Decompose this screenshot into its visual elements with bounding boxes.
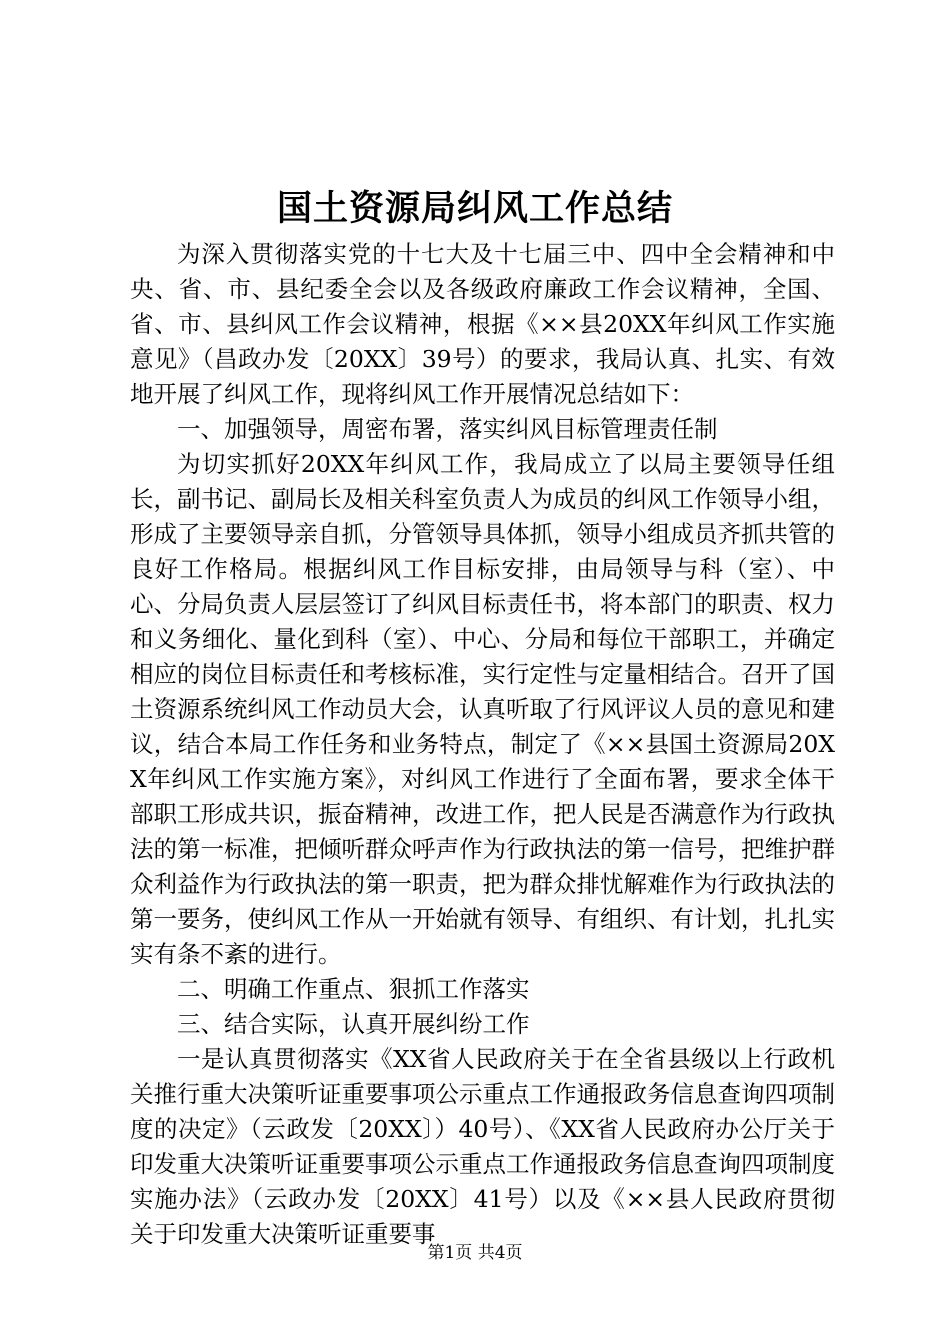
- document-body: [130, 237, 835, 1252]
- section-3-paragraph: 一是认真贯彻落实《XX省人民政府关于在全省县级以上行政机关推行重大决策听证重要事项公示重点工作通报政务信息查询四项制度的决定》（云政发〔20XX〕）40号）、《XX省人民政府办公厅关于印发重大决策听证重要事项公示重点工作通报政务信息查询四项制度实施办法》（云政办发〔20XX〕41号）以及《××县人民政府贯彻关于印发重大决策听证重要事: [130, 1045, 835, 1248]
- intro-paragraph: 为深入贯彻落实党的十七大及十七届三中、四中全会精神和中央、省、市、县纪委全会以及各级政府廉政工作会议精神，全国、省、市、县纠风工作会议精神，根据《××县20XX年纠风工作实施意见》（昌政办发〔20XX〕39号）的要求，我局认真、扎实、有效地开展了纠风工作，现将纠风工作开展情况总结如下：: [130, 240, 835, 408]
- section-1-paragraph: 为切实抓好20XX年纠风工作，我局成立了以局主要领导任组长，副书记、副局长及相关科室负责人为成员的纠风工作领导小组，形成了主要领导亲自抓，分管领导具体抓，领导小组成员齐抓共管的良好工作格局。根据纠风工作目标安排，由局领导与科（室）、中心、分局负责人层层签订了纠风目标责任书，将本部门的职责、权力和义务细化、量化到科（室）、中心、分局和每位干部职工，并确定相应的岗位目标责任和考核标准，实行定性与定量相结合。召开了国土资源系统纠风工作动员大会，认真听取了行风评议人员的意见和建议，结合本局工作任务和业务特点，制定了《××县国土资源局20XX年纠风工作实施方案》，对纠风工作进行了全面布署，要求全体干部职工形成共识，振奋精神，改进工作，把人民是否满意作为行政执法的第一标准，把倾听群众呼声作为行政执法的第一信号，把维护群众利益作为行政执法的第一职责，把为群众排忧解难作为行政执法的第一要务，使纠风工作从一开始就有领导、有组织、有计划，扎扎实实有条不紊的进行。: [130, 450, 835, 968]
- section-heading-1: 一、加强领导，周密布署，落实纠风目标管理责任制: [177, 415, 718, 443]
- section-heading-2: 二、明确工作重点、狠抓工作落实: [177, 975, 530, 1003]
- section-heading-3: 三、结合实际，认真开展纠纷工作: [177, 1010, 530, 1038]
- page-footer: 第1页 共4页: [427, 1243, 523, 1263]
- document-title: 国土资源局纠风工作总结: [276, 188, 673, 229]
